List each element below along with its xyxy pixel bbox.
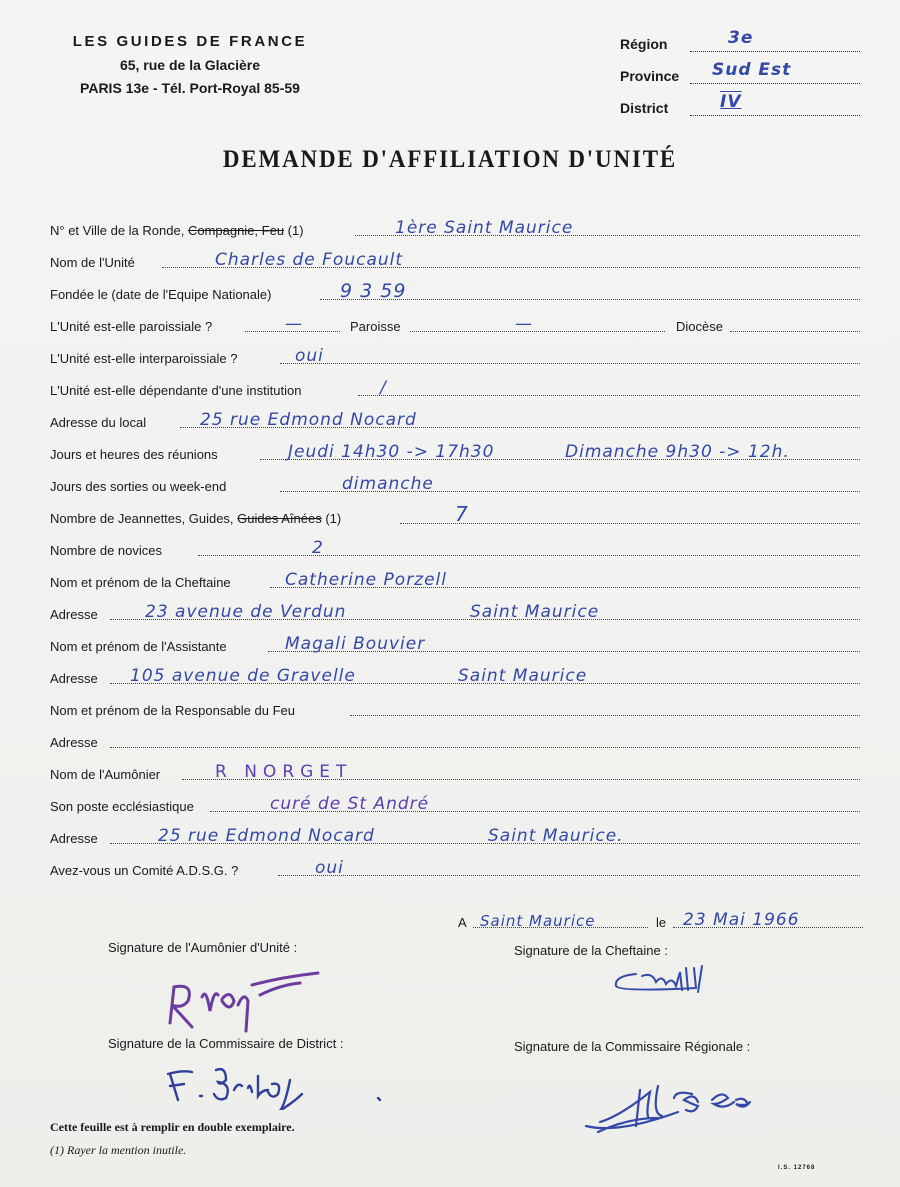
nombre-value[interactable]: 7 (455, 502, 469, 526)
reunions-value-2[interactable]: Dimanche 9h30 -> 12h. (565, 442, 790, 462)
meta-block (620, 28, 860, 132)
district-value[interactable]: IV (720, 92, 742, 112)
organization-header (50, 33, 330, 96)
place-a-label: A (458, 915, 467, 930)
paroissiale-value[interactable]: — (285, 314, 303, 334)
sig-regionale-label: Signature de la Commissaire Régionale : (514, 1039, 751, 1054)
nombre-row (50, 502, 860, 530)
province-dotted-line (690, 83, 860, 84)
diocese-dotted-line (730, 331, 860, 332)
interparoissiale-dotted-line (280, 363, 860, 364)
assistante-value[interactable]: Magali Bouvier (285, 634, 426, 654)
fondee-label: Fondée le (date de l'Equipe Nationale) (50, 287, 272, 302)
nombre-label: Nombre de Jeannettes, Guides, Guides Aînées (1) (50, 511, 342, 526)
sig-aumonier-label: Signature de l'Aumônier d'Unité : (108, 940, 298, 955)
sig-district-label: Signature de la Commissaire de District : (108, 1036, 344, 1051)
aumonier-signature-mark (160, 965, 340, 1040)
adresse4-value-2[interactable]: Saint Maurice. (488, 826, 624, 846)
district-row (620, 92, 860, 132)
responsable-label: Nom et prénom de la Responsable du Feu (50, 703, 295, 718)
region-value[interactable]: 3e (728, 28, 754, 48)
cheftaine-row (50, 570, 860, 594)
district-signature-mark (160, 1060, 390, 1110)
reunions-label: Jours et heures des réunions (50, 447, 218, 462)
comite-value[interactable]: oui (315, 858, 344, 878)
paroisse-dotted-line (410, 331, 665, 332)
novices-dotted-line (198, 555, 860, 556)
adresse1-row (50, 602, 860, 626)
paroissiale-label: L'Unité est-elle paroissiale ? (50, 319, 213, 334)
reunions-value[interactable]: Jeudi 14h30 -> 17h30 (288, 442, 495, 462)
unite-value[interactable]: Charles de Foucault (215, 250, 404, 270)
poste-label: Son poste ecclésiastique (50, 799, 194, 814)
place-date-row (458, 908, 863, 934)
form-title: DEMANDE D'AFFILIATION D'UNITÉ (222, 146, 678, 173)
reunions-row (50, 442, 860, 466)
assistante-label: Nom et prénom de l'Assistante (50, 639, 227, 654)
local-label: Adresse du local (50, 415, 147, 430)
sig-cheftaine-label: Signature de la Cheftaine : (514, 943, 668, 958)
assistante-row (50, 634, 860, 658)
paroisse-value[interactable]: — (515, 314, 533, 334)
institution-label: L'Unité est-elle dépendante d'une institution (50, 383, 302, 398)
org-city: PARIS 13e - Tél. Port-Royal 85-59 (80, 80, 300, 96)
adresse2-row (50, 666, 860, 690)
province-label: Province (620, 68, 680, 84)
interparoissiale-value[interactable]: oui (295, 346, 324, 366)
interparoissiale-label: L'Unité est-elle interparoissiale ? (50, 351, 238, 366)
aumonier-value[interactable]: R NORGET (215, 762, 353, 782)
comite-dotted-line (278, 875, 860, 876)
responsable-dotted-line (350, 715, 860, 716)
adresse4-row (50, 826, 860, 850)
paroisse-label: Paroisse (350, 319, 401, 334)
sorties-label: Jours des sorties ou week-end (50, 479, 227, 494)
cheftaine-label: Nom et prénom de la Cheftaine (50, 575, 231, 590)
regionale-signature-mark (578, 1072, 788, 1138)
comite-label: Avez-vous un Comité A.D.S.G. ? (50, 863, 239, 878)
footer-note-duplicate: Cette feuille est à remplir en double exemplaire. (50, 1120, 295, 1134)
aumonier-row (50, 762, 860, 786)
district-label: District (620, 100, 669, 116)
adresse3-row (50, 730, 860, 754)
sorties-row (50, 474, 860, 498)
form-reference: I.S. 12768 (778, 1165, 816, 1171)
adresse4-label: Adresse (50, 831, 98, 846)
adresse4-value[interactable]: 25 rue Edmond Nocard (158, 826, 375, 846)
place-value[interactable]: Saint Maurice (480, 912, 596, 930)
adresse2-label: Adresse (50, 671, 98, 686)
fondee-row (50, 282, 860, 306)
unite-label: Nom de l'Unité (50, 255, 135, 270)
comite-row (50, 858, 860, 882)
responsable-row (50, 698, 860, 722)
footer-note-strike: (1) Rayer la mention inutile. (50, 1143, 187, 1157)
poste-value[interactable]: curé de St André (270, 794, 430, 814)
institution-value[interactable]: / (380, 378, 387, 398)
district-dotted-line (690, 115, 860, 116)
org-street: 65, rue de la Glacière (119, 57, 261, 73)
novices-row (50, 538, 860, 562)
date-le-label: le (656, 915, 667, 930)
adresse1-value[interactable]: 23 avenue de Verdun (145, 602, 347, 622)
nombre-label-strike: Guides Aînées (237, 511, 322, 526)
paroissiale-row (50, 314, 860, 338)
adresse1-value-2[interactable]: Saint Maurice (470, 602, 600, 622)
region-dotted-line (690, 51, 860, 52)
adresse3-dotted-line (110, 747, 860, 748)
poste-row (50, 794, 860, 818)
novices-value[interactable]: 2 (312, 538, 324, 558)
ronde-label: N° et Ville de la Ronde, Compagnie, Feu (1) (50, 223, 304, 238)
region-label: Région (620, 36, 668, 52)
institution-dotted-line (358, 395, 860, 396)
adresse2-value[interactable]: 105 avenue de Gravelle (130, 666, 356, 686)
ronde-label-strike: Compagnie, Feu (187, 223, 285, 238)
interparoissiale-row (50, 346, 860, 370)
org-name: LES GUIDES DE FRANCE (72, 33, 308, 50)
sorties-value[interactable]: dimanche (342, 474, 434, 494)
cheftaine-signature-mark (606, 962, 716, 998)
nombre-dotted-line (400, 523, 860, 524)
cheftaine-value[interactable]: Catherine Porzell (285, 570, 448, 590)
ronde-value[interactable]: 1ère Saint Maurice (395, 218, 574, 238)
novices-label: Nombre de novices (50, 543, 162, 558)
fondee-value[interactable]: 9 3 59 (340, 280, 407, 302)
date-value[interactable]: 23 Mai 1966 (683, 910, 800, 930)
adresse2-value-2[interactable]: Saint Maurice (458, 666, 588, 686)
province-value[interactable]: Sud Est (712, 60, 792, 80)
diocese-label: Diocèse (676, 319, 723, 334)
local-row (50, 410, 860, 434)
ronde-row (50, 218, 860, 242)
adresse1-label: Adresse (50, 607, 98, 622)
institution-row (50, 378, 860, 402)
local-value[interactable]: 25 rue Edmond Nocard (200, 410, 417, 430)
aumonier-label: Nom de l'Aumônier (50, 767, 161, 782)
unite-row (50, 250, 860, 274)
adresse3-label: Adresse (50, 735, 98, 750)
